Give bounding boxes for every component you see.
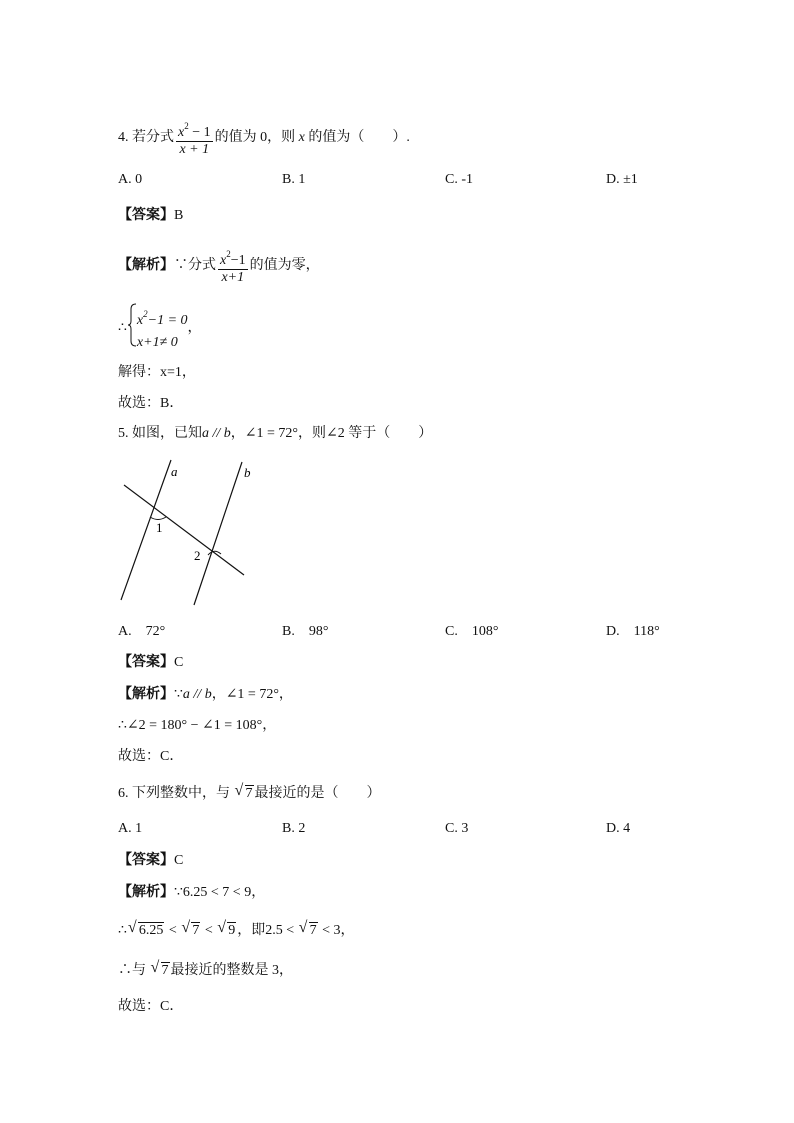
q6-sqrt: √ 7 [234, 782, 253, 801]
q6-choose: 故选：C． [118, 999, 184, 1014]
label-b: b [244, 465, 251, 480]
q4-option-a: A. 0 [118, 172, 143, 187]
q5-analysis-line1: 【解析】∵a // b，∠1 = 72°， [118, 687, 293, 702]
q6-stem: 6. 下列整数中，与 √ 7 最接近的是（ ） [118, 782, 381, 801]
q4-solve: 解得：x=1， [118, 365, 196, 380]
label-1: 1 [156, 520, 163, 535]
q6-option-b: B. 2 [282, 821, 306, 836]
q4-option-d: D. ±1 [606, 172, 638, 187]
q4-number: 4. [118, 130, 129, 146]
q5-option-c: C. 108° [445, 624, 499, 639]
line-a [121, 460, 171, 600]
q4-option-b: B. 1 [282, 172, 306, 187]
q6-analysis-line3: ∴与 √ 7 最接近的整数是 3， [118, 959, 293, 978]
q4-fraction: $\frac{x^2 - 1}{x + 1}$ [178, 121, 211, 157]
q4-choose: 故选：B． [118, 396, 184, 411]
q5-analysis-line2: ∴∠2 = 180° − ∠1 = 108°， [118, 718, 277, 733]
q5-figure [110, 455, 260, 615]
q6-option-a: A. 1 [118, 821, 143, 836]
q5-stem: 5. 如图，已知a // b，∠1 = 72°，则∠2 等于（ ） [118, 426, 433, 441]
q4-answer: 【答案】B [118, 208, 184, 223]
q5-option-b: B. 98° [282, 624, 329, 639]
q6-analysis-line1: 【解析】∵6.25 < 7 < 9， [118, 885, 266, 900]
q5-option-a: A. 72° [118, 624, 166, 639]
q4-option-c: C. -1 [445, 172, 473, 187]
q4-stem: 4. 若分式 $\frac{x^2 - 1}{x + 1}$ 的值为 0，则 x 的值为（ ）. [118, 118, 410, 158]
q6-option-c: C. 3 [445, 821, 469, 836]
transversal [124, 485, 244, 575]
q6-answer: 【答案】C [118, 853, 184, 868]
q6-option-d: D. 4 [606, 821, 631, 836]
label-2: 2 [194, 548, 201, 563]
q4-analysis-line1: 【解析】∵分式 $\frac{x^2-1}{x+1}$ 的值为零， [118, 249, 320, 285]
q5-choose: 故选：C． [118, 749, 184, 764]
q6-analysis-line2: ∴ √ 6.25 < √ 7 < √ 9 ，即2.5 < √ 7 < 3， [118, 919, 355, 938]
label-a: a [171, 464, 178, 479]
line-b [194, 462, 242, 605]
q5-answer: 【答案】C [118, 655, 184, 670]
q5-option-d: D. 118° [606, 624, 660, 639]
q4-brace: $x^2-1 = 0$ x+1≠ 0 [127, 303, 188, 354]
q4-system: ∴ $x^2-1 = 0$ x+1≠ 0 ， [118, 303, 202, 354]
